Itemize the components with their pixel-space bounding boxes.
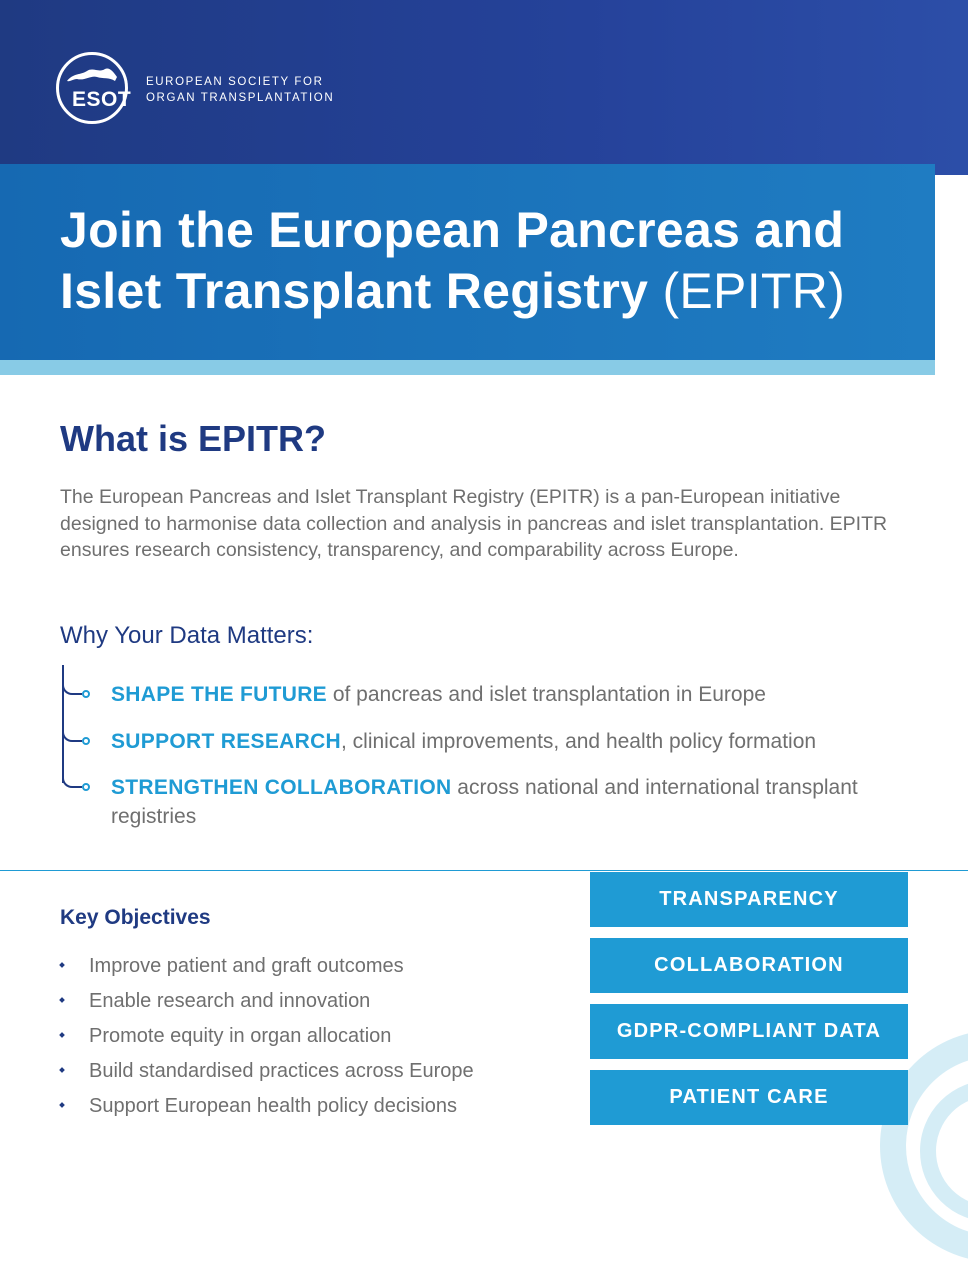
why-item-strong: STRENGTHEN COLLABORATION [111, 776, 452, 799]
why-item-strong: SUPPORT RESEARCH [111, 730, 341, 753]
why-item-strong: SHAPE THE FUTURE [111, 683, 327, 706]
why-item [111, 680, 931, 709]
why-item [111, 727, 931, 756]
timeline-connector [62, 726, 82, 742]
hero-stripe [0, 360, 935, 375]
timeline-connector [62, 679, 82, 695]
section-divider [0, 870, 968, 871]
value-badge-gdpr: GDPR-COMPLIANT DATA [590, 1004, 908, 1059]
org-name [146, 74, 334, 106]
bullet-icon [59, 962, 65, 968]
why-item-text: , clinical improvements, and health policy formation [341, 730, 817, 753]
bullet-icon [59, 997, 65, 1003]
page-title [60, 200, 920, 322]
esot-logo [56, 52, 356, 132]
org-name-line2: ORGAN TRANSPLANTATION [146, 92, 335, 104]
bullet-icon [59, 1102, 65, 1108]
timeline-connector [62, 772, 82, 788]
title-line2 [60, 261, 920, 322]
value-badge-collaboration: COLLABORATION [590, 938, 908, 993]
org-name-line1: EUROPEAN SOCIETY FOR [146, 76, 324, 88]
value-badge-transparency: TRANSPARENCY [590, 872, 908, 927]
title-line1: Join the European Pancreas and [60, 202, 845, 258]
key-objectives-list [60, 952, 580, 1127]
value-badge-patient-care: PATIENT CARE [590, 1070, 908, 1125]
section-heading-why: Why Your Data Matters: [60, 622, 314, 649]
list-item-text: Improve patient and graft outcomes [89, 955, 404, 977]
list-item-text: Enable research and innovation [89, 990, 371, 1012]
why-item-text: across national and international transplant registries [111, 776, 858, 828]
list-item [60, 987, 580, 1022]
why-item-text: of pancreas and islet transplantation in Europe [326, 683, 766, 706]
why-item [111, 773, 931, 831]
list-item-text: Support European health policy decisions [89, 1095, 458, 1117]
list-item-text: Promote equity in organ allocation [89, 1025, 392, 1047]
section-heading-what: What is EPITR? [60, 418, 327, 459]
bullet-icon [59, 1067, 65, 1073]
title-line2-bold: Islet Transplant Registry [60, 263, 649, 319]
section-heading-key-objectives: Key Objectives [60, 906, 211, 929]
bullet-icon [59, 1032, 65, 1038]
title-abbreviation: (EPITR) [662, 263, 846, 319]
list-item [60, 1057, 580, 1092]
intro-paragraph: The European Pancreas and Islet Transplant Registry (EPITR) is a pan-European initiative designed to harmonise data collection and analysis in pancreas and islet transplantation. EPITR ensures research consistency, transparency, and comparability across Europe. [60, 486, 888, 561]
timeline-dot-icon [82, 737, 90, 745]
list-item [60, 1092, 580, 1127]
list-item [60, 952, 580, 987]
timeline-dot-icon [82, 690, 90, 698]
list-item-text: Build standardised practices across Europe [89, 1060, 474, 1082]
logo-wordmark: ESOT [72, 88, 132, 111]
timeline-dot-icon [82, 783, 90, 791]
list-item [60, 1022, 580, 1057]
